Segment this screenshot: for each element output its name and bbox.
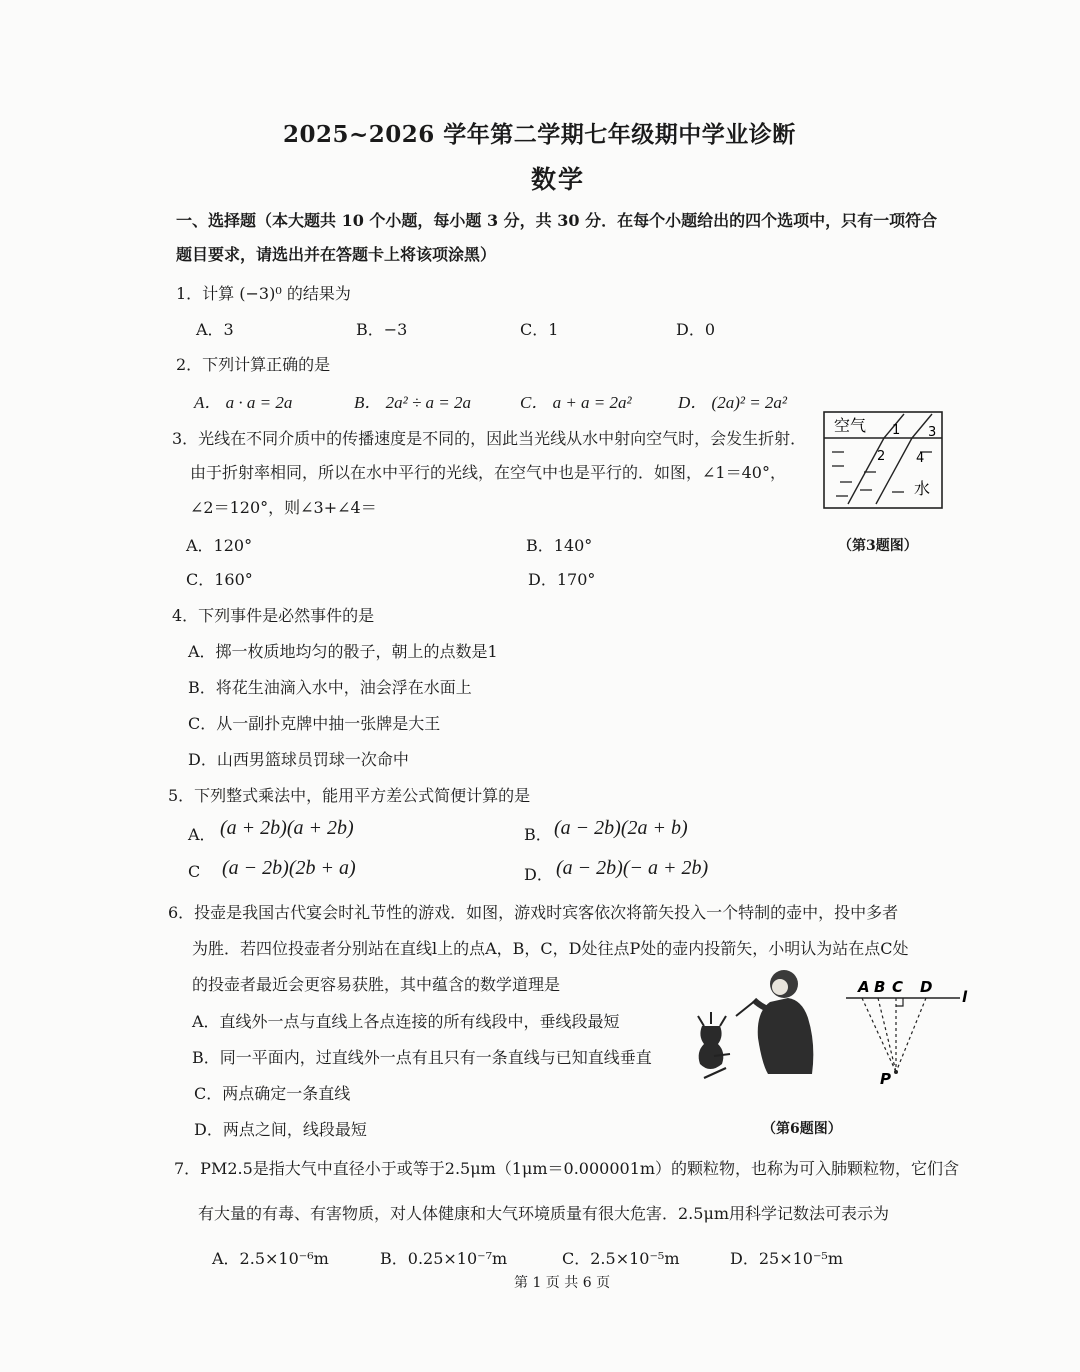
q6-line1: 6．投壶是我国古代宴会时礼节性的游戏．如图，游戏时宾客依次将箭矢投入一个特制的壶中，投中多者 [168,903,899,922]
q6-person-face [772,979,788,995]
q6-option-b: B．同一平面内，过直线外一点有且只有一条直线与已知直线垂直 [192,1048,652,1067]
section-heading-line1: 一、选择题（本大题共 10 个小题，每小题 3 分，共 30 分．在每个小题给出的四个选项中，只有一项符合 [176,211,938,230]
q6-option-c: C．两点确定一条直线 [194,1084,351,1103]
section-heading-line2: 题目要求，请选出并在答题卡上将该项涂黑） [176,245,497,264]
q3-line1: 3．光线在不同介质中的传播速度是不同的，因此当光线从水中射向空气时，会发生折射． [172,429,807,448]
q3-option-a: A．120° [186,536,253,555]
q6-option-d: D．两点之间，线段最短 [194,1120,367,1139]
q6-right-angle-mark [896,998,903,1006]
q3-ray-right-water [876,438,912,504]
q3-option-b: B．140° [526,536,593,555]
q5-stem: 5．下列整式乘法中，能用平方差公式简便计算的是 [168,786,531,805]
q7-option-d: D．25×10⁻⁵m [730,1249,843,1268]
q3-ray-left-water [848,438,884,504]
q6-point-C: C [892,978,904,996]
q3-figure-caption: （第3题图） [838,538,918,554]
q7-line2: 有大量的有毒、有害物质，对人体健康和大气环境质量有很大危害．2.5μm用科学记数法可表示为 [198,1204,890,1223]
q6-option-a: A．直线外一点与直线上各点连接的所有线段中，垂线段最短 [192,1012,620,1031]
q6-line-label: l [962,988,968,1006]
q6-touhu-illustration [684,960,830,1084]
q6-segment-PA [862,998,896,1072]
q3-option-d: D．170° [528,570,596,589]
q3-label-water: 水 [914,479,931,498]
q2-option-a: A． a · a = 2a [194,393,293,412]
q6-point-P: P [880,1070,891,1088]
q3-angle-4: 4 [916,451,925,466]
q6-pot [699,1026,724,1069]
q3-angle-2: 2 [877,449,886,464]
q2-option-b: B． 2a² ÷ a = 2a [354,393,472,412]
q1-option-d: D．0 [676,320,716,339]
q6-point-B: B [874,978,886,996]
q6-held-arrow [736,1000,756,1016]
q6-segment-PD [896,998,926,1072]
q5-option-c-label: C [188,862,201,881]
q3-line2: 由于折射率相同，所以在水中平行的光线，在空气中也是平行的．如图，∠1＝40°， [190,463,786,482]
q6-point-P-dot [894,1070,898,1074]
q6-pot-ears [698,1012,726,1026]
q7-option-b: B．0.25×10⁻⁷m [380,1249,508,1268]
q2-option-d: D． (2a)² = 2a² [678,393,788,412]
q1-option-c: C．1 [520,320,559,339]
q5-option-b: (a − 2b)(2a + b) [554,817,688,839]
q5-option-d: (a − 2b)(− a + 2b) [556,857,709,879]
q6-geometry-figure [838,976,978,1088]
q4-option-a: A．掷一枚质地均匀的骰子，朝上的点数是1 [188,642,498,661]
q2-option-c: C． a + a = 2a² [520,393,632,412]
page-number: 第 1 页 共 6 页 [514,1275,611,1291]
q6-ground-arrow [704,1068,726,1078]
q6-point-D: D [920,978,933,996]
q5-option-d-label: D． [524,865,553,884]
q1-stem: 1．计算 (−3)⁰ 的结果为 [176,284,351,303]
q4-option-d: D．山西男篮球员罚球一次命中 [188,750,409,769]
q5-option-c: (a − 2b)(2b + a) [222,857,356,879]
q5-option-b-label: B． [524,825,552,844]
q4-stem: 4．下列事件是必然事件的是 [172,606,375,625]
q2-stem: 2．下列计算正确的是 [176,355,331,374]
exam-title: 2025~2026 学年第二学期七年级期中学业诊断 [283,121,796,148]
q6-segment-PB [878,998,896,1072]
q5-option-a-label: A． [188,825,216,844]
q3-option-c: C．160° [186,570,253,589]
q3-label-air: 空气 [834,416,867,435]
q6-line2: 为胜．若四位投壶者分别站在直线l上的点A，B，C，D处往点P处的壶内投箭矢，小明认为站在点C处 [192,939,909,958]
q6-figure-caption: （第6题图） [762,1121,842,1137]
q6-line3: 的投壶者最近会更容易获胜，其中蕴含的数学道理是 [192,975,561,994]
q7-line1: 7．PM2.5是指大气中直径小于或等于2.5μm（1μm＝0.000001m）的颗粒物，也称为可入肺颗粒物，它们含 [174,1159,960,1178]
q7-option-c: C．2.5×10⁻⁵m [562,1249,680,1268]
q5-option-a: (a + 2b)(a + 2b) [220,817,354,839]
subject-title: 数学 [531,165,586,194]
q7-option-a: A．2.5×10⁻⁶m [212,1249,329,1268]
q4-option-c: C．从一副扑克牌中抽一张牌是大王 [188,714,441,733]
q1-option-b: B．−3 [356,320,408,339]
q4-option-b: B．将花生油滴入水中，油会浮在水面上 [188,678,472,697]
q3-line3: ∠2＝120°，则∠3+∠4＝ [190,498,377,517]
q3-refraction-figure [820,408,946,512]
q1-option-a: A．3 [196,320,234,339]
q3-angle-1: 1 [892,423,901,438]
q3-angle-3: 3 [928,425,937,440]
q6-point-A: A [858,978,870,996]
